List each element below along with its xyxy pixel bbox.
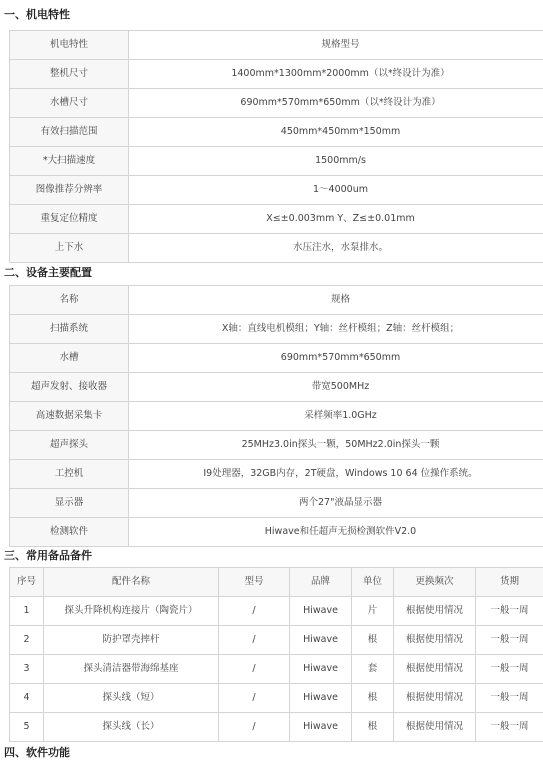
table-cell: 根据使用情况 (394, 655, 476, 684)
table-header-cell: 货期 (476, 568, 543, 597)
table-cell: / (219, 684, 290, 713)
table-cell: 根 (352, 626, 394, 655)
table-row (10, 684, 543, 713)
table-cell: 整机尺寸 (10, 60, 129, 89)
section-heading-software: 四、软件功能 (4, 744, 70, 760)
table-row (10, 460, 543, 489)
table-row (10, 597, 543, 626)
table-row (10, 518, 543, 547)
table-cell: Hiwave (290, 655, 352, 684)
table-cell: X≤±0.003mm Y、Z≤±0.01mm (129, 205, 543, 234)
table-header-cell: 机电特性 (10, 31, 129, 60)
table-header-cell: 规格 (129, 286, 543, 315)
table-cell: 采样频率1.0GHz (129, 402, 543, 431)
table-cell: 探头线（短） (44, 684, 219, 713)
table-row (10, 713, 543, 742)
table-cell: / (219, 626, 290, 655)
table-row (10, 205, 543, 234)
table-cell: Hiwave (290, 626, 352, 655)
table-cell: 根据使用情况 (394, 626, 476, 655)
configuration-table (9, 285, 543, 547)
table-row (10, 344, 543, 373)
table-row (10, 60, 543, 89)
table-cell: 有效扫描范围 (10, 118, 129, 147)
table-cell: 2 (10, 626, 44, 655)
table-cell: 带宽500MHz (129, 373, 543, 402)
table-cell: Hiwave (290, 597, 352, 626)
table-cell: 探头升降机构连接片（陶瓷片） (44, 597, 219, 626)
table-row (10, 655, 543, 684)
table-cell: 根据使用情况 (394, 684, 476, 713)
table-cell: 超声探头 (10, 431, 129, 460)
table-cell: 水槽 (10, 344, 129, 373)
table-row (10, 176, 543, 205)
table-cell: Hiwave (290, 684, 352, 713)
table-cell: 显示器 (10, 489, 129, 518)
table-header-cell: 更换频次 (394, 568, 476, 597)
table-cell: 扫描系统 (10, 315, 129, 344)
table-cell: 25MHz3.0in探头一颗，50MHz2.0in探头一颗 (129, 431, 543, 460)
electromechanical-table (9, 30, 543, 263)
table-cell: Hiwave和任超声无损检测软件V2.0 (129, 518, 543, 547)
table-cell: 根 (352, 713, 394, 742)
table-header-cell: 单位 (352, 568, 394, 597)
table-cell: 根 (352, 684, 394, 713)
spare-parts-table (9, 567, 543, 742)
table-row (10, 402, 543, 431)
table-header-row (10, 286, 543, 315)
table-cell: / (219, 713, 290, 742)
table-header-cell: 品牌 (290, 568, 352, 597)
table-cell: 一般一周 (476, 713, 543, 742)
table-cell: 一般一周 (476, 597, 543, 626)
table-cell: 3 (10, 655, 44, 684)
table-cell: I9处理器，32GB内存，2T硬盘，Windows 10 64 位操作系统。 (129, 460, 543, 489)
table-cell: 高速数据采集卡 (10, 402, 129, 431)
table-cell: / (219, 597, 290, 626)
table-cell: / (219, 655, 290, 684)
table-cell: *大扫描速度 (10, 147, 129, 176)
table-cell: 上下水 (10, 234, 129, 263)
table-cell: 1500mm/s (129, 147, 543, 176)
section-heading-spare-parts: 三、常用备品备件 (4, 547, 92, 563)
section-heading-configuration: 二、设备主要配置 (4, 264, 92, 280)
table-cell: 重复定位精度 (10, 205, 129, 234)
table-header-row (10, 31, 543, 60)
table-cell: 防护罩壳摔杆 (44, 626, 219, 655)
table-cell: 5 (10, 713, 44, 742)
table-cell: 片 (352, 597, 394, 626)
table-cell: 图像推荐分辨率 (10, 176, 129, 205)
table-cell: 两个27"液晶显示器 (129, 489, 543, 518)
table-row (10, 89, 543, 118)
table-row (10, 431, 543, 460)
table-cell: X轴：直线电机模组；Y轴：丝杆模组；Z轴：丝杆模组； (129, 315, 543, 344)
table-cell: 套 (352, 655, 394, 684)
table-cell: 根据使用情况 (394, 597, 476, 626)
table-header-cell: 序号 (10, 568, 44, 597)
table-cell: 1400mm*1300mm*2000mm（以*终设计为准） (129, 60, 543, 89)
table-header-cell: 规格型号 (129, 31, 543, 60)
table-cell: 690mm*570mm*650mm（以*终设计为准） (129, 89, 543, 118)
table-header-row (10, 568, 543, 597)
table-cell: 超声发射、接收器 (10, 373, 129, 402)
table-row (10, 373, 543, 402)
table-cell: 探头线（长） (44, 713, 219, 742)
table-header-cell: 型号 (219, 568, 290, 597)
table-cell: 水压注水，水泵排水。 (129, 234, 543, 263)
table-row (10, 626, 543, 655)
table-row (10, 118, 543, 147)
table-cell: 一般一周 (476, 626, 543, 655)
table-cell: 1～4000um (129, 176, 543, 205)
table-cell: Hiwave (290, 713, 352, 742)
table-row (10, 489, 543, 518)
table-row (10, 315, 543, 344)
section-heading-electromechanical: 一、机电特性 (4, 6, 70, 22)
table-cell: 450mm*450mm*150mm (129, 118, 543, 147)
table-row (10, 234, 543, 263)
table-cell: 1 (10, 597, 44, 626)
table-header-cell: 配件名称 (44, 568, 219, 597)
table-cell: 工控机 (10, 460, 129, 489)
table-cell: 检测软件 (10, 518, 129, 547)
table-cell: 探头清洁器带海绵基座 (44, 655, 219, 684)
table-cell: 一般一周 (476, 655, 543, 684)
table-row (10, 147, 543, 176)
table-header-cell: 名称 (10, 286, 129, 315)
table-cell: 690mm*570mm*650mm (129, 344, 543, 373)
table-cell: 水槽尺寸 (10, 89, 129, 118)
table-cell: 根据使用情况 (394, 713, 476, 742)
table-cell: 4 (10, 684, 44, 713)
table-cell: 一般一周 (476, 684, 543, 713)
